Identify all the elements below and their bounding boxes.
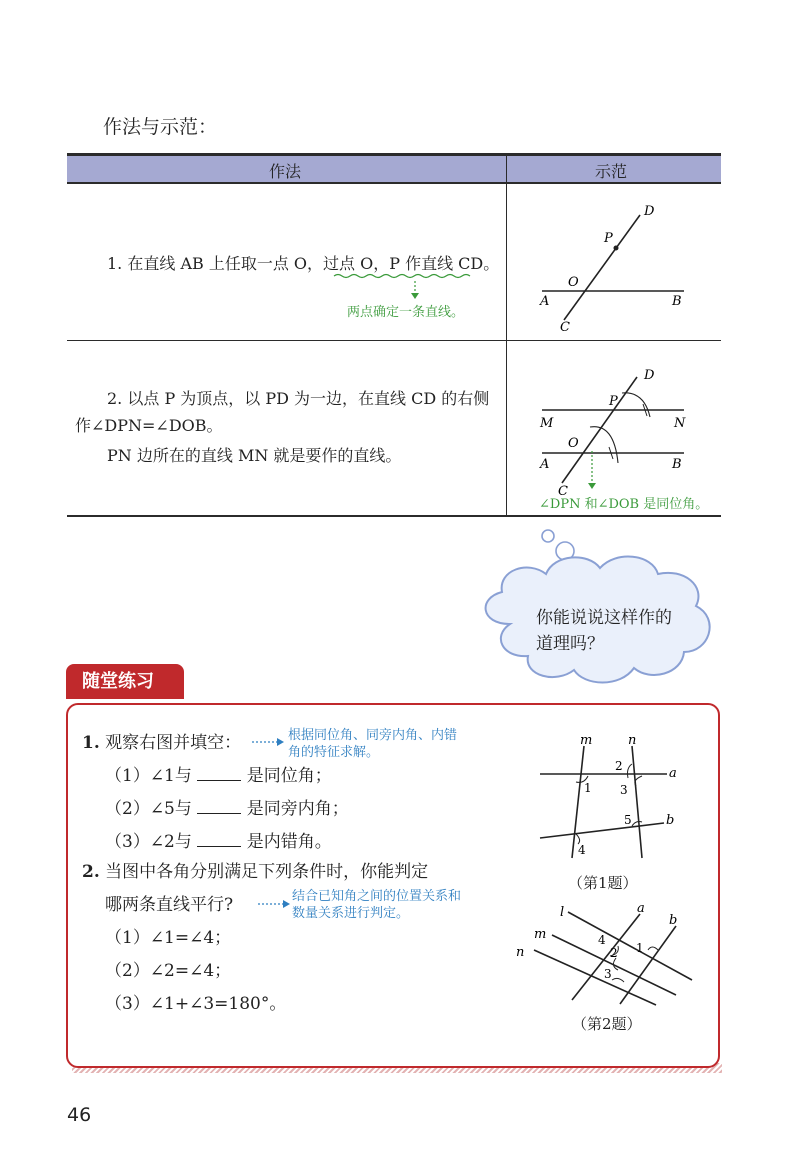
line-n (632, 746, 642, 858)
cloud-bubble-small (542, 530, 554, 542)
step-2-text-line1: 2. 以点 P 为顶点，以 PD 为一边，在直线 CD 的右侧 (107, 389, 490, 408)
label-b: B (672, 294, 682, 309)
q1-item-2-suffix: 是同旁内角； (246, 799, 349, 819)
angle-1: 1 (636, 941, 644, 955)
table-row-divider (67, 340, 721, 341)
q2-item-1: （1）∠1=∠4； (105, 928, 232, 948)
table-header (67, 153, 721, 184)
q1-item-2 (105, 793, 349, 826)
cloud-text-line1: 你能说说这样作的 (536, 608, 672, 628)
table-column-divider (506, 153, 507, 517)
angle-4: 4 (598, 933, 606, 947)
step-1-text: 1. 在直线 AB 上任取一点 O，过点 O，P 作直线 CD。 (107, 254, 500, 273)
header-demo: 示范 (595, 162, 628, 181)
q1-figure (532, 728, 702, 863)
line-n (534, 950, 656, 1005)
label-b: b (669, 913, 678, 928)
q2-hint-arrow (256, 898, 292, 910)
practice-tab: 随堂练习 (66, 664, 184, 699)
label-d: D (644, 368, 655, 383)
q1-item-3 (105, 826, 332, 859)
arrow-head (411, 293, 419, 299)
q1-hint-arrow-head (277, 738, 284, 746)
page-number: 46 (67, 1104, 92, 1126)
q1-hint-line1: 根据同位角、同旁内角、内错 (288, 728, 458, 743)
label-n: n (516, 945, 525, 960)
q2-number: 2. (82, 862, 100, 882)
label-d: D (644, 204, 655, 219)
q1-hint-arrow (250, 736, 286, 748)
section-title: 作法与示范： (103, 116, 218, 138)
answer-blank[interactable] (197, 766, 241, 781)
answer-blank[interactable] (197, 832, 241, 847)
line-b (620, 926, 676, 1004)
label-a: A (540, 457, 550, 472)
note-arrow-head (588, 483, 596, 489)
q2-figure-caption: （第2题） (572, 1015, 642, 1033)
q2-stem-text: 当图中各角分别满足下列条件时，你能判定 (105, 862, 429, 882)
label-a: a (669, 766, 677, 781)
angle-2-arc (628, 764, 633, 778)
label-a: A (540, 294, 550, 309)
q1-number: 1. (82, 733, 100, 753)
angle-3: 3 (620, 783, 628, 797)
line-a (572, 914, 640, 1000)
angle-1: 1 (584, 781, 592, 795)
q2-hint-arrow-head (283, 900, 290, 908)
q1-figure-caption: （第1题） (568, 874, 638, 892)
q1-stem-text: 观察右图并填空： (105, 733, 242, 753)
construction-table (67, 153, 721, 517)
q1-item-3-suffix: 是内错角。 (246, 832, 332, 852)
wavy-underline (334, 275, 470, 278)
label-m: m (534, 927, 547, 942)
step-2-text-line2: 作∠DPN=∠DOB。 (75, 416, 223, 435)
angle-4: 4 (578, 843, 586, 857)
angle-2: 2 (615, 759, 623, 773)
step-2-note: ∠DPN 和∠DOB 是同位角。 (539, 497, 709, 512)
label-m: m (580, 733, 593, 748)
line-b (540, 823, 664, 838)
label-p: P (604, 231, 613, 246)
step-2-figure (532, 365, 722, 513)
q1-stem (82, 727, 241, 760)
cloud-text-line2: 道理吗？ (536, 634, 604, 654)
angle-3-arc (612, 978, 624, 982)
step-1-figure (532, 195, 717, 335)
label-a: a (637, 901, 645, 916)
q2-figure (512, 900, 707, 1010)
step-1-note: 两点确定一条直线。 (347, 305, 465, 320)
label-m: M (540, 416, 554, 431)
angle-3: 3 (604, 967, 612, 981)
q2-item-3: （3）∠1+∠3=180°。 (105, 994, 287, 1014)
q1-item-1 (105, 760, 332, 793)
q2-stem-line1 (82, 856, 428, 889)
q2-stem-line2: 哪两条直线平行? (105, 895, 234, 915)
label-o: O (568, 436, 579, 451)
angle-1-arc (648, 947, 658, 950)
point-p (614, 246, 619, 251)
q1-item-2-prefix: （2）∠5与 (105, 799, 192, 819)
q1-item-1-suffix: 是同位角； (246, 766, 332, 786)
q1-item-1-prefix: （1）∠1与 (105, 766, 192, 786)
line-cd (564, 215, 640, 320)
q2-item-2: （2）∠2=∠4； (105, 961, 232, 981)
answer-blank[interactable] (197, 799, 241, 814)
step-2-text-line3: PN 边所在的直线 MN 就是要作的直线。 (107, 446, 402, 465)
arc-o (590, 427, 618, 463)
label-n: N (674, 416, 686, 431)
angle-2: 2 (610, 946, 618, 960)
q2-hint-line2: 数量关系进行判定。 (292, 906, 410, 921)
label-b: B (672, 457, 682, 472)
q1-hint-line2: 角的特征求解。 (288, 745, 380, 760)
label-p: P (609, 394, 618, 409)
label-c: C (558, 484, 568, 499)
line-m (572, 746, 584, 858)
label-c: C (560, 320, 570, 335)
q1-item-3-prefix: （3）∠2与 (105, 832, 192, 852)
label-b: b (666, 813, 675, 828)
q2-hint-line1: 结合已知角之间的位置关系和 (292, 889, 462, 904)
header-method: 作法 (269, 162, 302, 181)
label-o: O (568, 275, 579, 290)
label-n: n (628, 733, 637, 748)
angle-5: 5 (624, 813, 632, 827)
table-bottom-rule (67, 515, 721, 517)
label-l: l (560, 905, 565, 920)
